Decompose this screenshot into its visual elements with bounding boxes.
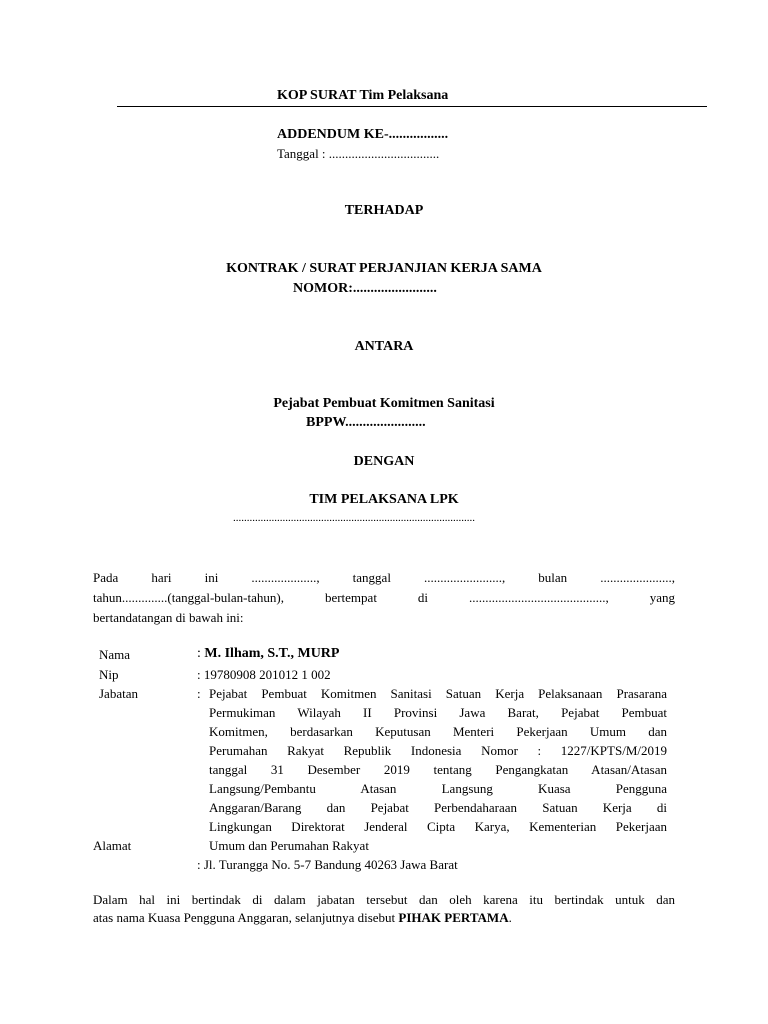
second-party-title: TIM PELAKSANA LPK: [309, 492, 459, 507]
jabatan-line: tanggal 31 Desember 2019 tentang Pengangkatan Atasan/Atasan: [209, 762, 667, 777]
jabatan-line: Langsung/Pembantu Atasan Langsung Kuasa Pengguna: [209, 781, 667, 796]
jabatan-line: Pejabat Pembuat Komitmen Sanitasi Satuan Kerja Pelaksanaan Prasarana: [209, 686, 667, 701]
jabatan-line: Umum dan Perumahan Rakyat: [209, 838, 369, 853]
jabatan-line: Anggaran/Barang dan Pejabat Perbendaharaan Satuan Kerja di: [209, 800, 667, 815]
jabatan-line: Komitmen, berdasarkan Keputusan Menteri Pekerjaan Umum dan: [209, 724, 667, 739]
alamat-value: : Jl. Turangga No. 5-7 Bandung 40263 Jawa Barat: [197, 857, 458, 872]
closing-line-1: Dalam hal ini bertindak di dalam jabatan tersebut dan oleh karena itu bertindak untuk dan: [93, 892, 675, 907]
heading-terhadap: TERHADAP: [344, 203, 424, 218]
bppw-line: BPPW.......................: [306, 415, 426, 430]
jabatan-line: Perumahan Rakyat Republik Indonesia Nomor : 1227/KPTS/M/2019: [209, 743, 667, 758]
first-party-title: Pejabat Pembuat Komitmen Sanitasi: [273, 396, 495, 411]
closing-line-2: [93, 909, 675, 927]
heading-dengan: DENGAN: [353, 454, 415, 469]
nama-label: Nama: [99, 647, 131, 662]
closing-line-2-text: atas nama Kuasa Pengguna Anggaran, selanjutnya disebut: [93, 910, 399, 925]
nama-value-row: [197, 646, 339, 662]
addendum-title: ADDENDUM KE-.................: [277, 127, 449, 142]
intro-line-3: bertandatangan di bawah ini:: [93, 610, 244, 625]
jabatan-colon: :: [197, 686, 201, 701]
jabatan-line: Lingkungan Direktorat Jenderal Cipta Karya, Kementerian Pekerjaan: [209, 819, 667, 834]
intro-line-2: tahun..............(tanggal-bulan-tahun), bertempat di .........................................., yang: [93, 590, 675, 605]
jabatan-label: Jabatan: [99, 686, 138, 701]
heading-antara: ANTARA: [354, 339, 414, 354]
nama-colon: :: [197, 646, 201, 661]
intro-paragraph: [93, 568, 675, 628]
closing-period: .: [508, 910, 512, 925]
nama-value: M. Ilham, S.T., MURP: [204, 646, 340, 661]
letterhead-title: KOP SURAT Tim Pelaksana: [277, 88, 449, 103]
contract-title: KONTRAK / SURAT PERJANJIAN KERJA SAMA: [226, 261, 542, 276]
jabatan-line: Permukiman Wilayah II Provinsi Jawa Barat, Pejabat Pembuat: [209, 705, 667, 720]
second-party-dots: ........................................................................................: [233, 512, 475, 524]
intro-line-1: Pada hari ini ...................., tanggal ........................, bulan ......................,: [93, 570, 675, 585]
jabatan-value: [209, 684, 667, 855]
nip-label: Nip: [99, 667, 119, 682]
alamat-label: Alamat: [93, 838, 132, 853]
contract-number: NOMOR:........................: [293, 281, 437, 296]
nip-value: : 19780908 201012 1 002: [197, 667, 331, 682]
pihak-pertama-label: PIHAK PERTAMA: [398, 910, 509, 925]
header-divider: [117, 106, 707, 107]
date-line: Tanggal : ..................................: [277, 146, 440, 161]
closing-paragraph: [93, 891, 675, 927]
